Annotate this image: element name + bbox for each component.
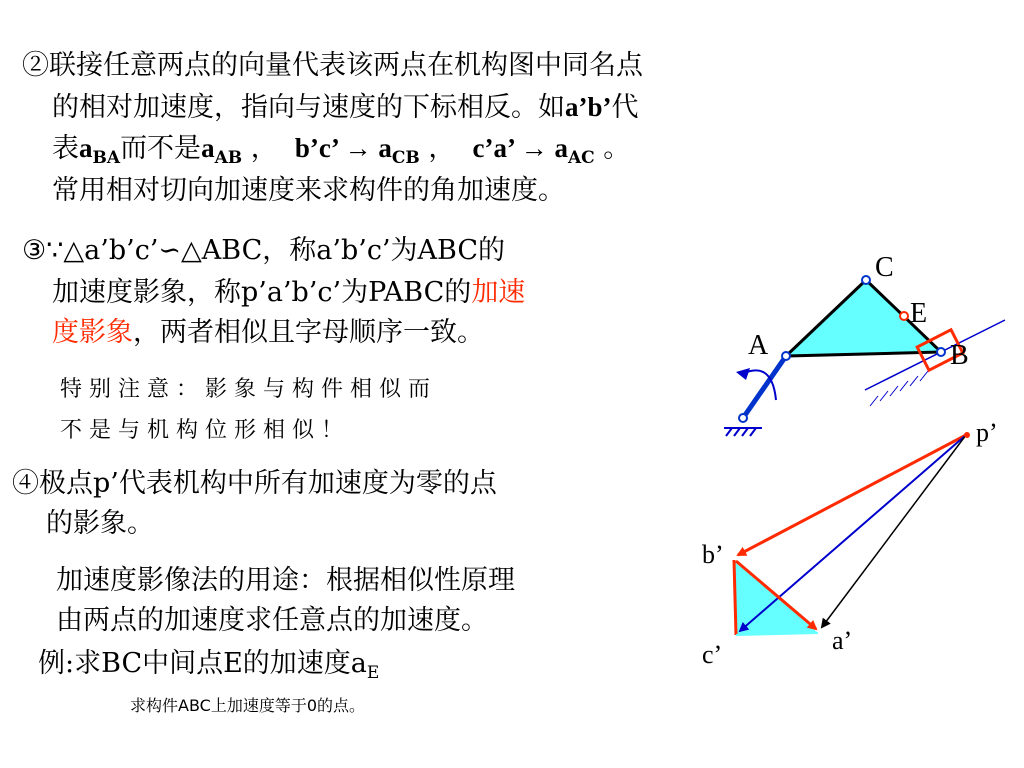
ca-vector: c’a’ → a [472, 133, 568, 163]
label-a-prime: a’ [832, 626, 853, 655]
item2-line2-end: 代 [611, 92, 639, 123]
joint-a [782, 352, 790, 360]
item4-line1: ④极点p’代表机构中所有加速度为零的点 [12, 468, 497, 499]
item3-line1: ③∵△a’b’c’∽△ABC，称a’b’c’为ABC的 [22, 235, 506, 266]
item2-line3-t4: ， [419, 133, 473, 164]
item2-line3-t1: 表 [52, 133, 79, 164]
example-text: 例:求BC中间点E的加速度a [38, 648, 367, 679]
a-ab-sub: AB [214, 148, 243, 168]
note-line2: 不是与机构位形相似！ [60, 418, 351, 443]
item2-line2-text: 的相对加速度，指向与速度的下标相反。如 [52, 92, 565, 123]
item2-line3-t5: 。 [594, 133, 631, 164]
ca-vector-sub: AC [567, 148, 595, 168]
item2-line2-bold: a’b’ [565, 92, 612, 122]
item3-line3-text: ，两者相似且字母顺序一致。 [133, 317, 484, 348]
label-a: A [748, 330, 769, 361]
joint-c [862, 276, 870, 284]
joint-b [937, 348, 945, 356]
crank [743, 356, 786, 418]
item3-line2 [52, 277, 525, 309]
item2-line2 [52, 91, 639, 124]
label-p: p’ [976, 418, 998, 447]
vector-pc [740, 435, 966, 631]
a-ba: a [79, 133, 93, 163]
item2-line3-t2: 而不是 [120, 133, 202, 164]
label-b: B [950, 340, 969, 371]
point-e [900, 312, 908, 320]
guide-hatching [870, 371, 928, 406]
item2-line3-t3: ， [242, 133, 295, 164]
usage-line1: 加速度影像法的用途：根据相似性原理 [56, 565, 515, 596]
label-c: C [875, 252, 894, 283]
item2-line3 [52, 132, 630, 174]
bc-vector-sub: CB [391, 148, 420, 168]
item3-line3 [52, 317, 484, 349]
label-c-prime: c’ [702, 640, 723, 669]
note-line1: 特别注意：影象与构件相似而 [60, 377, 438, 402]
footnote: 求构件ABC上加速度等于0的点。 [130, 696, 365, 715]
item2-line1: ②联接任意两点的向量代表该两点在机构图中同名点 [22, 50, 643, 81]
item3-line2-text: 加速度影象，称p’a’b’c’为PABC的 [52, 277, 472, 308]
vector-pb [738, 435, 966, 555]
bc-vector: b’c’ → a [294, 133, 392, 163]
item3-line3-red: 度影象 [52, 317, 133, 348]
example-line [38, 648, 379, 689]
vector-pa [822, 435, 966, 627]
item2-line4: 常用相对切向加速度来求构件的角加速度。 [52, 175, 565, 206]
a-ab: a [201, 133, 215, 163]
acceleration-polygon [690, 415, 1020, 675]
usage-line2: 由两点的加速度求任意点的加速度。 [56, 605, 488, 636]
a-ba-sub: BA [92, 148, 121, 168]
point-p [964, 432, 970, 438]
rotation-arrowhead [736, 368, 750, 380]
item4-line2: 的影象。 [46, 508, 154, 539]
item3-line2-red: 加速 [471, 277, 526, 308]
label-b-prime: b’ [702, 540, 724, 569]
side-bc [734, 560, 736, 635]
example-sub: E [366, 663, 380, 683]
label-e: E [910, 298, 928, 329]
